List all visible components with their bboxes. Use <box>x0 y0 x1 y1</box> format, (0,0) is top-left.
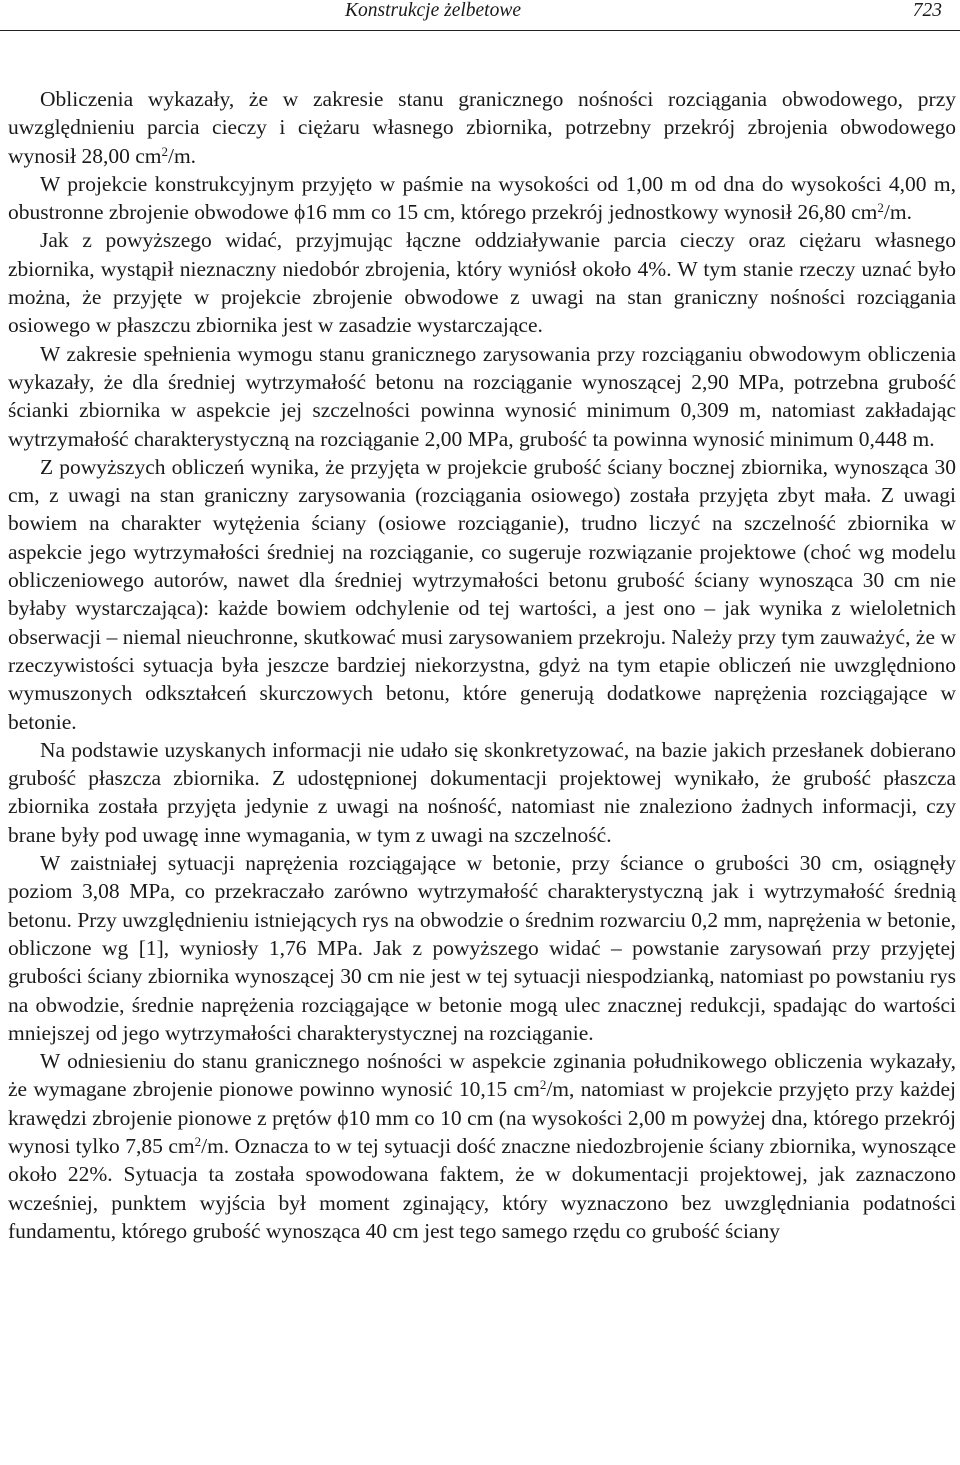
paragraph: W zakresie spełnienia wymogu stanu granicznego zarysowania przy rozciąganiu obwodowym obliczenia wykazały, że dla średniej wytrzymałość betonu na rozciąganie wynoszącej 2,90 MPa, potrzebna grubość ścianki zbiornika w aspekcie jej szczelności powinna wynosić minimum 0,309 m, natomiast zakładając wytrzymałość charakterystyczną na rozciąganie 2,00 MPa, grubość ta powinna wynosić minimum 0,448 m. <box>8 341 956 451</box>
paragraph: W zaistniałej sytuacji naprężenia rozciągające w betonie, przy ściance o grubości 30 cm, osiągnęły poziom 3,08 MPa, co przekraczało zarówno wytrzymałość charakterystyczną jak i wytrzymałość średnią betonu. Przy uwzględnieniu istniejących rys na obwodzie o średnim rozwarciu 0,2 mm, naprężenia w betonie, obliczone wg [1], wyniosły 1,76 MPa. Jak z powyższego widać – powstanie zarysowań przy przyjętej grubości ściany zbiornika wynoszącej 30 cm nie jest w tej sytuacji niespodzianką, natomiast po powstaniu rys na obwodzie, średnie naprężenia rozciągające w betonie mogą ulec znacznej redukcji, spadając do wartości mniejszej od jego wytrzymałości charakterystycznej na rozciąganie. <box>8 851 956 1045</box>
body-text <box>8 85 956 1245</box>
running-title: Konstrukcje żelbetowe <box>345 0 522 21</box>
page-number: 723 <box>912 0 942 21</box>
paragraph: Z powyższych obliczeń wynika, że przyjęta w projekcie grubość ściany bocznej zbiornika, wynosząca 30 cm, z uwagi na stan graniczny zarysowania (rozciągania osiowego) została przyjęta zbyt mała. Z uwagi bowiem na charakter wytężenia ściany (osiowe rozciąganie), trudno liczyć na szczelność zbiornika w aspekcie jego wytrzymałości średniej na rozciąganie, co sugeruje rozwiązanie projektowe (choć wg modelu obliczeniowego autorów, nawet dla średniej wytrzymałości betonu grubość ściany wynosząca 30 cm nie byłaby wystarczająca): każde bowiem odchylenie od tej wartości, a jest ono – jak wynika z wieloletnich obserwacji – niemal nieuchronne, skutkować musi zarysowaniem przekroju. Należy przy tym zauważyć, że w rzeczywistości sytuacja była jeszcze bardziej niekorzystna, gdyż na tym etapie obliczeń nie uwzględniono wymuszonych odkształceń skurczowych betonu, które generują dodatkowe naprężenia rozciągające w betonie. <box>8 454 956 734</box>
paragraph: W odniesieniu do stanu granicznego nośności w aspekcie zginania południkowego obliczenia wykazały, że wymagane zbrojenie pionowe powinno wynosić 10,15 $cm^2/m$, natomiast w projekcie przyjęto przy każdej krawędzi zbrojenie pionowe z prętów ϕ10 mm co 10 cm (na wysokości 2,00 m powyżej dna, którego przekrój wynosi tylko 7,85 $cm^2/m$. Oznacza to w tej sytuacji dość znaczne niedozbrojenie ściany zbiornika, wynoszące około 22%. Sytuacja ta została spowodowana faktem, że w dokumentacji projektowej, jak zaznaczono wcześniej, punktem wyjścia był moment zginający, który wyznaczono bez uwzględniania podatności fundamentu, którego grubość wynosząca 40 cm jest tego samego rzędu co grubość ściany <box>8 1049 956 1243</box>
paragraph: W projekcie konstrukcyjnym przyjęto w paśmie na wysokości od 1,00 m od dna do wysokości 4,00 m, obustronne zbrojenie obwodowe ϕ16 mm co 15 cm, którego przekrój jednostkowy wynosił 26,80 $cm^2/m$. <box>8 171 956 225</box>
paragraph: Obliczenia wykazały, że w zakresie stanu granicznego nośności rozciągania obwodowego, przy uwzględnieniu parcia cieczy i ciężaru własnego zbiornika, potrzebny przekrój zbrojenia obwodowego wynosił 28,00 $cm^2/m$. <box>8 87 956 168</box>
paragraph: Na podstawie uzyskanych informacji nie udało się skonkretyzować, na bazie jakich przesłanek dobierano grubość płaszcza zbiornika. Z udostępnionej dokumentacji projektowej wynikało, że grubość płaszcza zbiornika została przyjęta jedynie z uwagi na nośność, natomiast nie znaleziono żadnych informacji, czy brane były pod uwagę inne wymagania, w tym z uwagi na szczelność. <box>8 737 956 847</box>
paragraph: Jak z powyższego widać, przyjmując łączne oddziaływanie parcia cieczy oraz ciężaru własnego zbiornika, wystąpił nieznaczny niedobór zbrojenia, który wyniósł około 4%. W tym stanie rzeczy uznać było można, że przyjęte w projekcie zbrojenie obwodowe z uwagi na stan graniczny nośności rozciągania osiowego w płaszczu zbiornika jest w zasadzie wystarczające. <box>8 228 956 338</box>
page-header <box>0 0 960 31</box>
